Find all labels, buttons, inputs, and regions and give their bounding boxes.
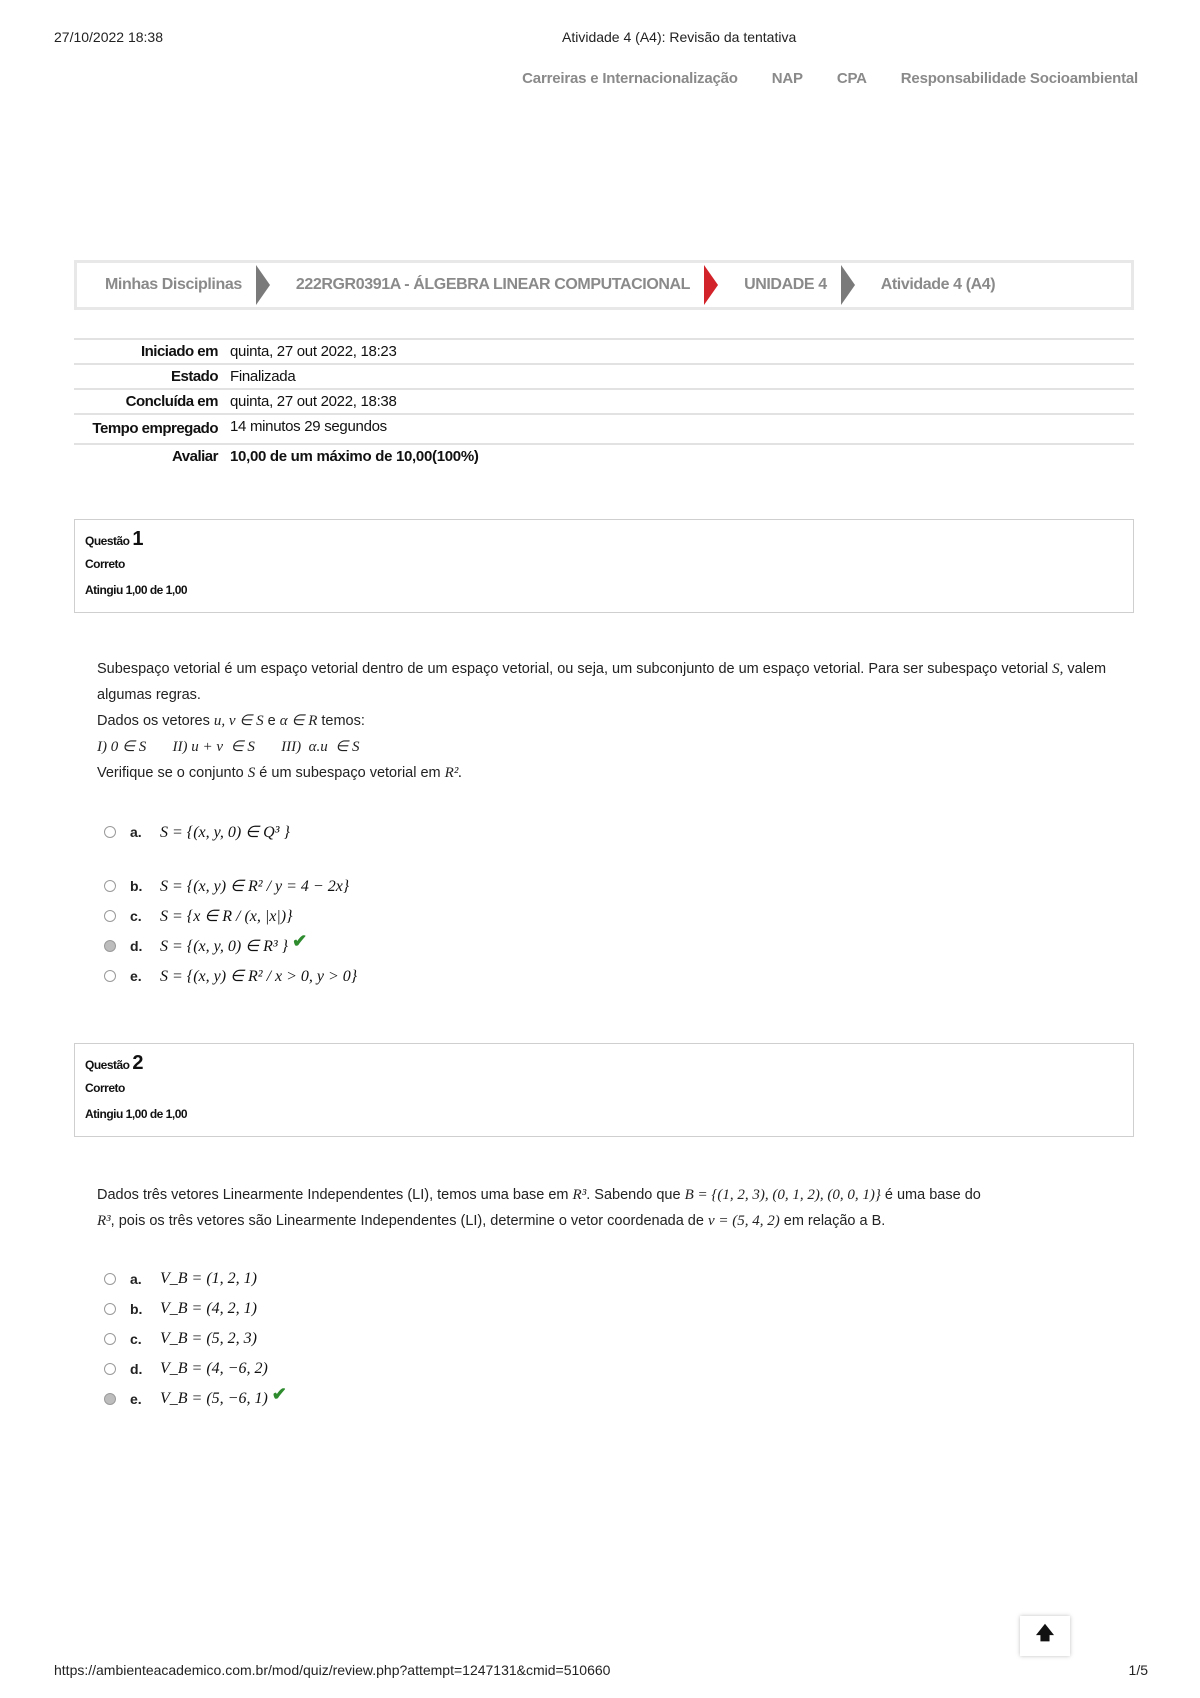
summary-row-time	[74, 413, 1134, 443]
answer-option-selected[interactable]	[104, 1384, 287, 1414]
answer-letter: c.	[130, 1331, 142, 1347]
summary-row-started	[74, 338, 1134, 363]
question-number	[85, 1052, 1123, 1075]
answer-option[interactable]	[104, 1264, 287, 1294]
q1-text-2a: Dados os vetores	[97, 713, 210, 729]
question-label: Questão	[85, 1058, 130, 1072]
summary-row-state	[74, 363, 1134, 388]
q2-vector: v = (5, 4, 2)	[707, 1213, 780, 1229]
radio-button[interactable]	[104, 826, 116, 838]
answer-option[interactable]	[104, 817, 357, 847]
answer-expression: V_B = (5, 2, 3)	[160, 1330, 257, 1347]
q2-text-1c: é uma base do	[884, 1187, 981, 1203]
question-2-info	[74, 1043, 1134, 1137]
check-icon: ✔	[271, 1383, 287, 1404]
answer-option[interactable]	[104, 1294, 287, 1324]
answer-letter: c.	[130, 908, 142, 924]
answer-option[interactable]	[104, 1324, 287, 1354]
radio-button[interactable]	[104, 1393, 116, 1405]
question-2-answers	[104, 1264, 287, 1414]
q1-text-1b: valem algumas regras.	[97, 661, 1107, 703]
summary-row-completed	[74, 388, 1134, 413]
summary-row-grade	[74, 443, 1134, 468]
radio-button[interactable]	[104, 910, 116, 922]
q2-text-2a: , pois os três vetores são Linearmente Independentes (LI), determine o vetor coordenada de	[110, 1213, 704, 1229]
question-1-info	[74, 519, 1134, 613]
question-state: Correto	[85, 557, 125, 571]
answer-letter: b.	[130, 1301, 143, 1317]
answer-expression: V_B = (1, 2, 1)	[160, 1270, 257, 1287]
radio-button[interactable]	[104, 1273, 116, 1285]
q2-text-2b: em relação a B.	[783, 1213, 886, 1229]
answer-letter: e.	[130, 968, 142, 984]
breadcrumb-item-unit[interactable]: UNIDADE 4	[744, 276, 827, 293]
answer-option[interactable]	[104, 961, 357, 991]
answer-option-selected[interactable]	[104, 931, 357, 961]
answer-letter: e.	[130, 1391, 142, 1407]
radio-button[interactable]	[104, 1333, 116, 1345]
answer-expression: S = {(x, y, 0) ∈ R³ }	[160, 938, 289, 955]
print-doc-title: Atividade 4 (A4): Revisão da tentativa	[562, 29, 797, 45]
arrow-up-icon: 🡅	[1035, 1623, 1055, 1643]
summary-key: Concluída em	[125, 393, 218, 410]
q1-text-3b: é um subespaço vetorial em	[259, 765, 441, 781]
print-page-number: 1/5	[1128, 1662, 1148, 1678]
answer-expression: V_B = (4, 2, 1)	[160, 1300, 257, 1317]
summary-key: Tempo empregado	[92, 420, 218, 437]
summary-key: Estado	[170, 368, 218, 385]
answer-expression: S = {(x, y, 0) ∈ Q³ }	[160, 824, 290, 841]
breadcrumb-item-activity[interactable]: Atividade 4 (A4)	[880, 276, 996, 293]
print-url: https://ambienteacademico.com.br/mod/quiz/review.php?attempt=1247131&cmid=510660	[54, 1662, 611, 1678]
radio-button[interactable]	[104, 1363, 116, 1375]
nav-link-carreiras[interactable]: Carreiras e Internacionalização	[522, 70, 738, 87]
answer-expression: S = {(x, y) ∈ R² / x > 0, y > 0}	[160, 968, 358, 985]
summary-key: Avaliar	[172, 448, 218, 465]
q1-symbol-s: S,	[1052, 661, 1064, 677]
summary-value: quinta, 27 out 2022, 18:23	[230, 343, 397, 360]
answer-letter: d.	[130, 938, 143, 954]
breadcrumb-separator-icon	[841, 265, 855, 305]
answer-expression: S = {x ∈ R / (x, |x|)}	[160, 908, 293, 925]
radio-button[interactable]	[104, 940, 116, 952]
answer-expression: S = {(x, y) ∈ R² / y = 4 − 2x}	[160, 878, 350, 895]
radio-button[interactable]	[104, 880, 116, 892]
q2-symbol-r3: R³	[572, 1187, 587, 1203]
question-number-value: 1	[132, 528, 143, 550]
breadcrumb	[74, 260, 1134, 310]
answer-expression: V_B = (4, −6, 2)	[160, 1360, 268, 1377]
nav-link-responsabilidade[interactable]: Responsabilidade Socioambiental	[900, 70, 1138, 87]
summary-value: 14 minutos 29 segundos	[230, 418, 387, 435]
question-number	[85, 528, 1123, 551]
question-grade: Atingiu 1,00 de 1,00	[85, 583, 188, 597]
q1-symbol-r2: R².	[444, 765, 463, 781]
q1-symbol-uv: u, v ∈ S	[213, 713, 264, 729]
q2-text-1b: . Sabendo que	[586, 1187, 681, 1203]
radio-button[interactable]	[104, 1303, 116, 1315]
q1-text-2c: temos:	[321, 713, 365, 729]
question-1-text	[97, 656, 1117, 786]
answer-option[interactable]	[104, 871, 357, 901]
question-label: Questão	[85, 534, 130, 548]
answer-letter: a.	[130, 1271, 142, 1287]
q2-symbol-r3b: R³	[97, 1213, 111, 1229]
answer-letter: d.	[130, 1361, 143, 1377]
q1-symbol-s2: S	[247, 765, 256, 781]
answer-letter: a.	[130, 824, 142, 840]
answer-option[interactable]	[104, 901, 357, 931]
summary-value: Finalizada	[230, 368, 296, 385]
q2-basis: B = {(1, 2, 3), (0, 1, 2), (0, 0, 1)}	[684, 1187, 881, 1203]
q2-text-1a: Dados três vetores Linearmente Independentes (LI), temos uma base em	[97, 1187, 569, 1203]
question-2-text	[97, 1182, 1117, 1234]
question-number-value: 2	[132, 1052, 143, 1074]
question-1-answers	[104, 817, 357, 991]
scroll-to-top-button[interactable]	[1020, 1616, 1070, 1656]
check-icon: ✔	[292, 930, 308, 951]
summary-key: Iniciado em	[140, 343, 218, 360]
summary-value: quinta, 27 out 2022, 18:38	[230, 393, 397, 410]
q1-rules: I) 0 ∈ S II) u + v ∈ S III) α.u ∈ S	[97, 739, 360, 755]
breadcrumb-separator-icon	[256, 265, 270, 305]
q1-text-2b: e	[267, 713, 276, 729]
answer-expression: V_B = (5, −6, 1)	[160, 1390, 268, 1407]
attempt-summary	[74, 338, 1134, 468]
question-state: Correto	[85, 1081, 125, 1095]
answer-letter: b.	[130, 878, 143, 894]
q1-symbol-alpha: α ∈ R	[279, 713, 318, 729]
q1-text-3a: Verifique se o conjunto	[97, 765, 244, 781]
top-nav	[522, 70, 1138, 87]
breadcrumb-item-course[interactable]: 222RGR0391A - ÁLGEBRA LINEAR COMPUTACIONAL	[295, 276, 691, 293]
summary-value: 10,00 de um máximo de 10,00(100%)	[230, 448, 479, 465]
breadcrumb-item-disciplinas[interactable]: Minhas Disciplinas	[105, 276, 242, 293]
nav-link-nap[interactable]: NAP	[771, 70, 803, 87]
breadcrumb-separator-icon	[704, 265, 718, 305]
answer-option[interactable]	[104, 1354, 287, 1384]
question-grade: Atingiu 1,00 de 1,00	[85, 1107, 188, 1121]
radio-button[interactable]	[104, 970, 116, 982]
q1-text-1: Subespaço vetorial é um espaço vetorial dentro de um espaço vetorial, ou seja, um subconjunto de um espaço vetorial. Para ser subespaço vetorial	[97, 661, 1049, 677]
print-datetime: 27/10/2022 18:38	[54, 29, 163, 45]
nav-link-cpa[interactable]: CPA	[836, 70, 867, 87]
